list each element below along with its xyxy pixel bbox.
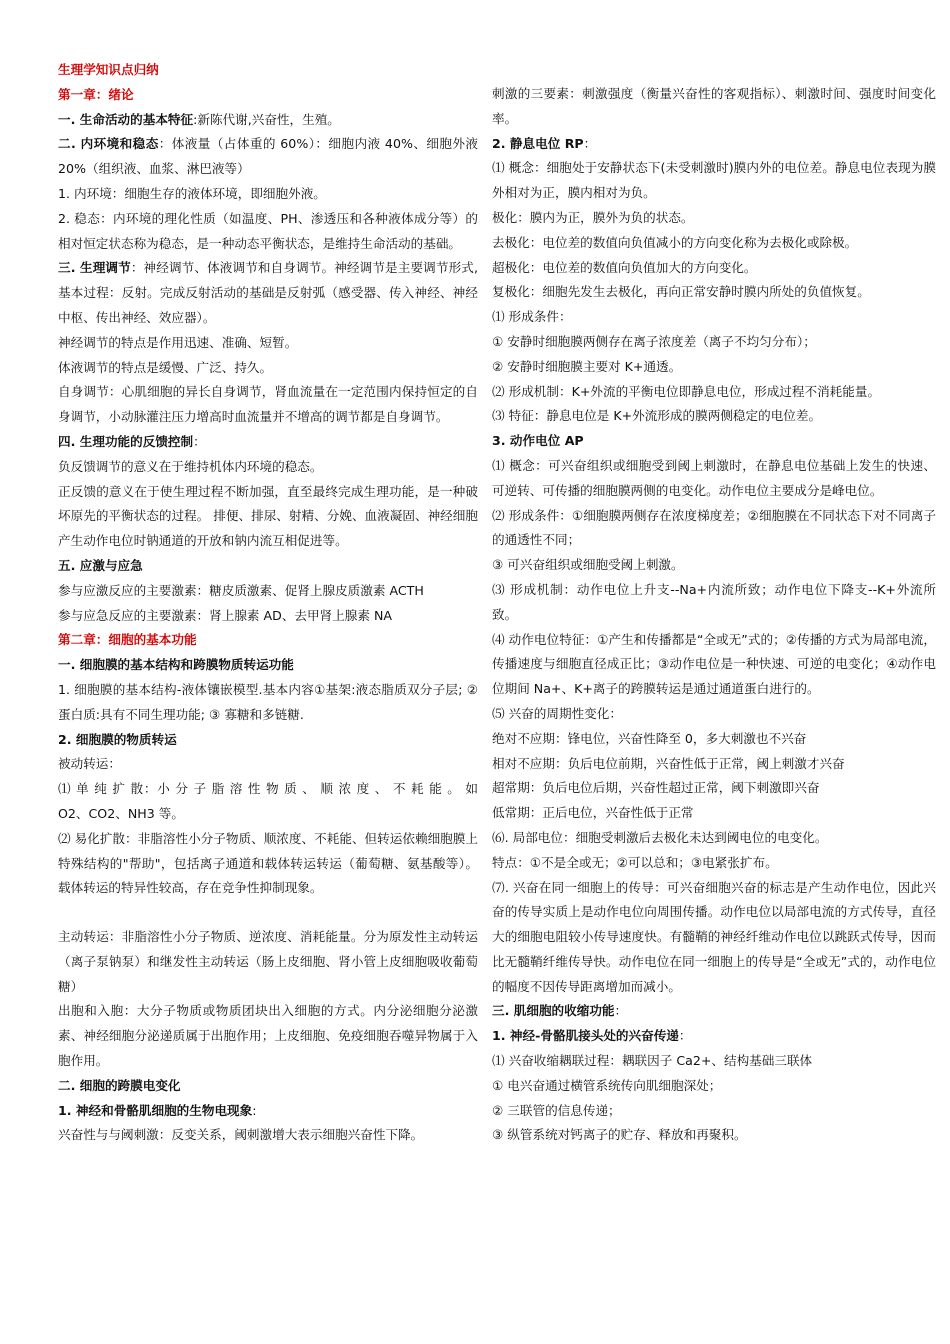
paragraph: 刺激的三要素：刺激强度（衡量兴奋性的客观指标）、刺激时间、强度时间变化率。: [492, 86, 936, 126]
blank-line: [58, 901, 478, 925]
heading-text: :: [252, 1102, 257, 1118]
section-heading: [58, 554, 478, 579]
heading-text: ：: [193, 433, 206, 449]
paragraph: 1. 细胞膜的基本结构-液体镶嵌模型.基本内容①基架:液态脂质双分子层; ② 蛋白质:具有不同生理功能; ③ 寡糖和多链糖.: [58, 681, 478, 722]
paragraph: ⑴ 单 纯 扩 散：小 分 子 脂 溶 性 物 质 、 顺 浓 度 、 不 耗 能 。 如 O2、CO2、NH3 等。: [58, 781, 478, 821]
paragraph: 神经调节的特点是作用迅速、准确、短暂。: [58, 334, 298, 350]
section-heading: [492, 132, 936, 157]
paragraph: 超极化：电位差的数值向负值加大的方向变化。: [492, 259, 757, 275]
heading-label: 一. 细胞膜的基本结构和跨膜物质转运功能: [58, 657, 294, 673]
chapter-heading: 第二章：细胞的基本功能: [58, 632, 197, 648]
paragraph: 相对不应期：负后电位前期，兴奋性低于正常，阈上刺激才兴奋: [492, 755, 845, 771]
paragraph: 2. 稳态：内环境的理化性质（如温度、PH、渗透压和各种液体成分等）的相对恒定状态称为稳态，是一种动态平衡状态，是维持生命活动的基础。: [58, 210, 478, 251]
heading-label: 三. 肌细胞的收缩功能: [492, 1003, 615, 1019]
section-heading: [58, 132, 478, 182]
paragraph: ⑸ 兴奋的周期性变化：: [492, 705, 622, 721]
right-column: [492, 82, 936, 1148]
paragraph: 负反馈调节的意义在于维持机体内环境的稳态。: [58, 458, 323, 474]
paragraph: 1. 内环境：细胞生存的液体环境，即细胞外液。: [58, 185, 326, 201]
section-heading: [58, 653, 478, 678]
heading-text: ：: [583, 135, 597, 151]
heading-text: ：: [614, 1003, 628, 1019]
paragraph: 复极化：细胞先发生去极化，再向正常安静时膜内所处的负值恢复。: [492, 284, 870, 300]
section-heading: [58, 256, 478, 330]
paragraph: ① 安静时细胞膜两侧存在离子浓度差（离子不均匀分布）；: [492, 333, 816, 349]
paragraph: ⑵ 形成条件：①细胞膜两侧存在浓度梯度差；②细胞膜在不同状态下对不同离子的通透性不同；: [492, 507, 936, 548]
heading-text: ：: [678, 1028, 692, 1044]
section-heading: [58, 728, 478, 753]
paragraph: 绝对不应期：锋电位，兴奋性降至 0，多大刺激也不兴奋: [492, 730, 807, 746]
section-heading: [492, 429, 936, 454]
paragraph: 自身调节：心肌细胞的异长自身调节，肾血流量在一定范围内保持恒定的自身调节，小动脉灌注压力增高时血流量并不增高的调节都是自身调节。: [58, 384, 478, 425]
paragraph: 极化：膜内为正，膜外为负的状态。: [492, 209, 694, 225]
paragraph: ② 三联管的信息传递；: [492, 1102, 621, 1118]
paragraph: 体液调节的特点是缓慢、广泛、持久。: [58, 359, 273, 375]
paragraph: 兴奋性与与阈刺激：反变关系，阈刺激增大表示细胞兴奋性下降。: [58, 1127, 424, 1143]
heading-label: 1. 神经和骨骼肌细胞的生物电现象: [58, 1102, 253, 1118]
heading-label: 四. 生理功能的反馈控制: [58, 433, 194, 449]
chapter-heading: 生理学知识点归纳: [58, 62, 159, 77]
paragraph: ⑹. 局部电位：细胞受刺激后去极化未达到阈电位的电变化。: [492, 829, 828, 845]
paragraph: ⑴ 概念：细胞处于安静状态下(未受刺激时)膜内外的电位差。静息电位表现为膜外相对为正，膜内相对为负。: [492, 160, 936, 201]
paragraph: 主动转运：非脂溶性小分子物质、逆浓度、消耗能量。分为原发性主动转运（离子泵钠泵）和继发性主动转运（肠上皮细胞、肾小管上皮细胞吸收葡萄糖）: [58, 929, 478, 994]
paragraph: ⑵ 易化扩散：非脂溶性小分子物质、顺浓度、不耗能、但转运依赖细胞膜上特殊结构的"帮助"，包括离子通道和载体转运转运（葡萄糖、氨基酸等）。载体转运的特异性较高，存在竞争性抑制现象。: [58, 830, 478, 896]
paragraph: ① 电兴奋通过横管系统传向肌细胞深处；: [492, 1077, 722, 1093]
paragraph: ⑴ 兴奋收缩耦联过程：耦联因子 Ca2+、结构基础三联体: [492, 1053, 813, 1069]
section-heading: [58, 1099, 478, 1124]
heading-text: ：神经调节、体液调节和自身调节。神经调节是主要调节形式,基本过程：反射。完成反射活动的基础是反射弧（感受器、传入神经、神经中枢、传出神经、效应器）。: [58, 260, 478, 325]
heading-label: 三. 生理调节: [58, 260, 131, 276]
chapter-heading: 第一章：绪论: [58, 86, 134, 102]
paragraph: ⑺. 兴奋在同一细胞上的传导：可兴奋细胞兴奋的标志是产生动作电位，因此兴奋的传导实质上是动作电位向周围传播。动作电位以局部电流的方式传导，直径大的细胞电阻较小传导速度快。有髓鞘的神经纤维动作电位以跳跃式传导，因而比无髓鞘纤维传导快。动作电位在同一细胞上的传导是“全或无”式的，动作电位的幅度不因传导距离增加而减小。: [492, 879, 936, 994]
paragraph: 参与应激反应的主要激素：糖皮质激素、促肾上腺皮质激素 ACTH: [58, 582, 424, 598]
heading-text: :新陈代谢,兴奋性，生殖。: [193, 111, 340, 127]
heading-label: 二. 内环境和稳态: [58, 136, 159, 152]
heading-label: 3. 动作电位 AP: [492, 433, 584, 449]
paragraph: 正反馈的意义在于使生理过程不断加强，直至最终完成生理功能，是一种破坏原先的平衡状态的过程。 排便、排尿、射精、分娩、血液凝固、神经细胞产生动作电位时钠通道的开放和钠内流互相促进等。: [58, 483, 478, 549]
paragraph: 超常期：负后电位后期，兴奋性超过正常，阈下刺激即兴奋: [492, 780, 820, 796]
paragraph: ⑶ 特征：静息电位是 K+外流形成的膜两侧稳定的电位差。: [492, 408, 822, 424]
paragraph: 特点：①不是全或无；②可以总和；③电紧张扩布。: [492, 854, 778, 870]
section-heading: [492, 999, 936, 1024]
paragraph: 去极化：电位差的数值向负值减小的方向变化称为去极化或除极。: [492, 234, 858, 250]
paragraph: ③ 纵管系统对钙离子的贮存、释放和再聚积。: [492, 1127, 747, 1143]
paragraph: 出胞和入胞：大分子物质或物质团块出入细胞的方式。内分泌细胞分泌激素、神经细胞分泌递质属于出胞作用；上皮细胞、免疫细胞吞噬异物属于入胞作用。: [58, 1003, 478, 1069]
paragraph: ⑵ 形成机制：K+外流的平衡电位即静息电位，形成过程不消耗能量。: [492, 383, 881, 399]
heading-label: 2. 细胞膜的物质转运: [58, 731, 177, 747]
paragraph: 低常期：正后电位，兴奋性低于正常: [492, 805, 694, 821]
heading-label: 二. 细胞的跨膜电变化: [58, 1077, 181, 1093]
left-column: [58, 58, 478, 1148]
paragraph: ⑴ 形成条件：: [492, 309, 572, 325]
section-heading: [58, 1074, 478, 1099]
heading-label: 2. 静息电位 RP: [492, 135, 584, 151]
heading-label: 五. 应激与应急: [58, 557, 143, 573]
paragraph: ⑷ 动作电位特征：①产生和传播都是“全或无”式的；②传播的方式为局部电流，传播速度与细胞直径成正比；③动作电位是一种快速、可逆的电变化；④动作电位期间 Na+、K+离子的跨膜转运是通过通道蛋白进行的。: [492, 631, 936, 697]
paragraph: 被动转运：: [58, 756, 121, 772]
heading-label: 一. 生命活动的基本特征: [58, 111, 194, 127]
paragraph: ⑶ 形成机制：动作电位上升支--Na+内流所致；动作电位下降支--K+外流所致。: [492, 581, 936, 622]
heading-label: 1. 神经-骨骼肌接头处的兴奋传递: [492, 1028, 679, 1044]
section-heading: [492, 1024, 936, 1049]
paragraph: ② 安静时细胞膜主要对 K+通透。: [492, 358, 682, 374]
paragraph: ⑴ 概念：可兴奋组织或细胞受到阈上刺激时，在静息电位基础上发生的快速、可逆转、可传播的细胞膜两侧的电变化。动作电位主要成分是峰电位。: [492, 457, 936, 498]
section-heading: [58, 108, 478, 133]
paragraph: 参与应急反应的主要激素：肾上腺素 AD、去甲肾上腺素 NA: [58, 607, 393, 623]
paragraph: ③ 可兴奋组织或细胞受阈上刺激。: [492, 557, 684, 573]
section-heading: [58, 430, 478, 455]
heading-text: ：体液量（占体重的 60%）：细胞内液 40%、细胞外液 20%（组织液、血浆、淋巴液等）: [58, 136, 478, 177]
